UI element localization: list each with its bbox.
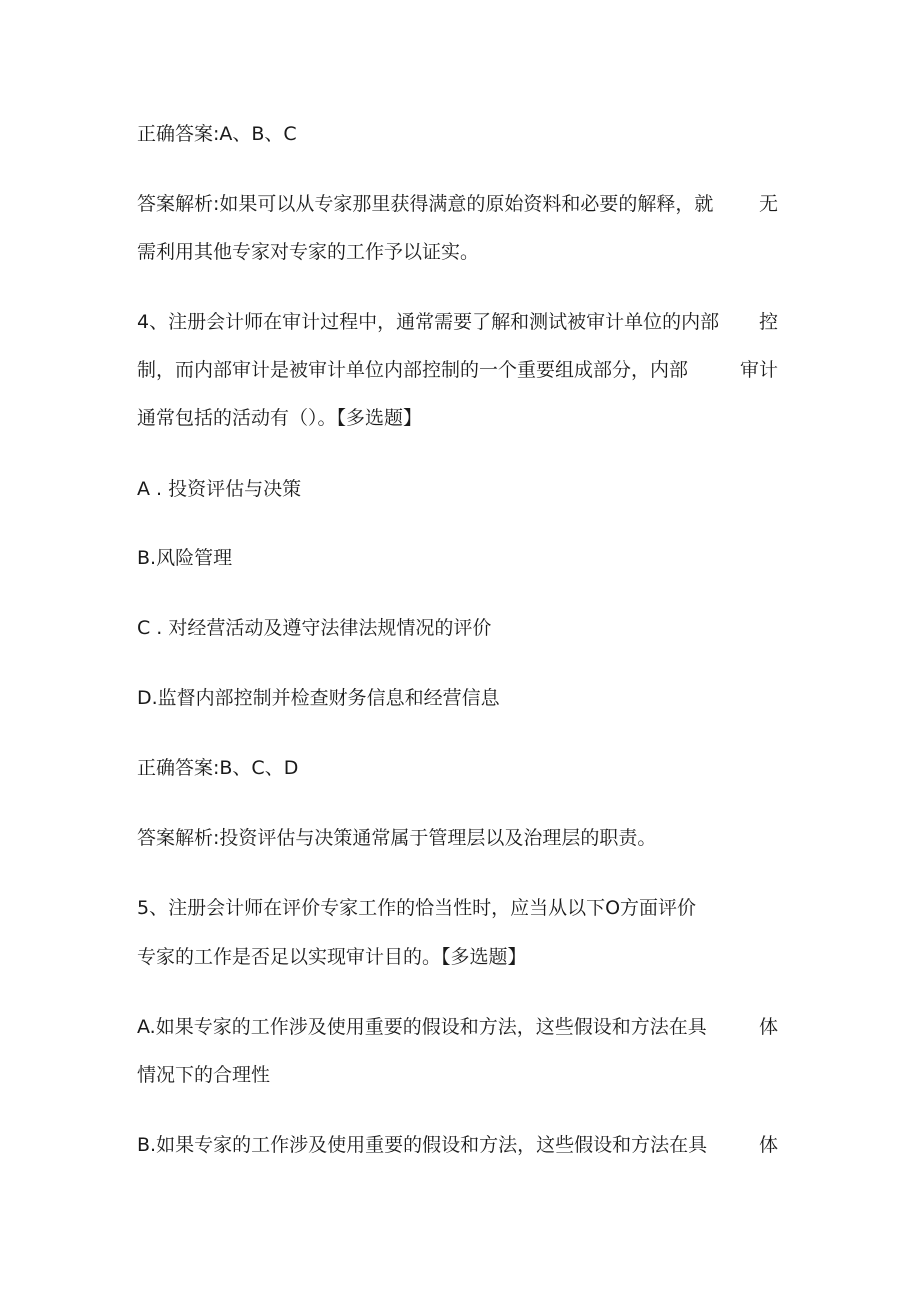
q4-stem-line-2	[137, 357, 778, 383]
q5-option-b-text-b: 体	[758, 1134, 778, 1156]
q3-explanation-text-b: 无	[758, 193, 778, 215]
q4-explanation: 答案解析:投资评估与决策通常属于管理层以及治理层的职责。	[137, 827, 657, 849]
q4-stem-line-1	[137, 309, 778, 335]
q4-option-d: D.监督内部控制并检查财务信息和经营信息	[137, 687, 500, 709]
q3-explanation-line-1	[137, 191, 778, 217]
q4-stem-text-a: 4、注册会计师在审计过程中，通常需要了解和测试被审计单位的内部	[137, 311, 720, 333]
q4-option-b: B.风险管理	[137, 547, 233, 569]
q3-explanation-text-a: 答案解析:如果可以从专家那里获得满意的原始资料和必要的解释，就	[137, 193, 714, 215]
q3-explanation-line-2: 需利用其他专家对专家的工作予以证实。	[137, 241, 480, 263]
q5-option-b-text-a: B.如果专家的工作涉及使用重要的假设和方法，这些假设和方法在具	[137, 1134, 708, 1156]
q5-option-a-text-a: A.如果专家的工作涉及使用重要的假设和方法，这些假设和方法在具	[137, 1016, 707, 1038]
q5-option-a-text-b: 体	[758, 1016, 778, 1038]
q4-stem-text-c: 制，而内部审计是被审计单位内部控制的一个重要组成部分，内部	[137, 359, 689, 381]
q5-stem-line-2: 专家的工作是否足以实现审计目的。【多选题】	[137, 946, 527, 968]
q4-stem-text-d: 审计	[739, 359, 778, 381]
q5-stem-line-1: 5、注册会计师在评价专家工作的恰当性时，应当从以下O方面评价	[137, 897, 697, 919]
q4-answer: 正确答案:B、C、D	[137, 757, 299, 779]
q5-option-a-line-1	[137, 1014, 778, 1040]
q5-option-a-line-2: 情况下的合理性	[137, 1064, 271, 1086]
q5-option-b-line-1	[137, 1132, 778, 1158]
q4-option-c: C . 对经营活动及遵守法律法规情况的评价	[137, 617, 492, 639]
q4-option-a: A . 投资评估与决策	[137, 478, 302, 500]
q4-stem-text-b: 控	[758, 311, 778, 333]
q4-stem-line-3: 通常包括的活动有（）。【多选题】	[137, 407, 423, 429]
q3-answer: 正确答案:A、B、C	[137, 123, 297, 145]
